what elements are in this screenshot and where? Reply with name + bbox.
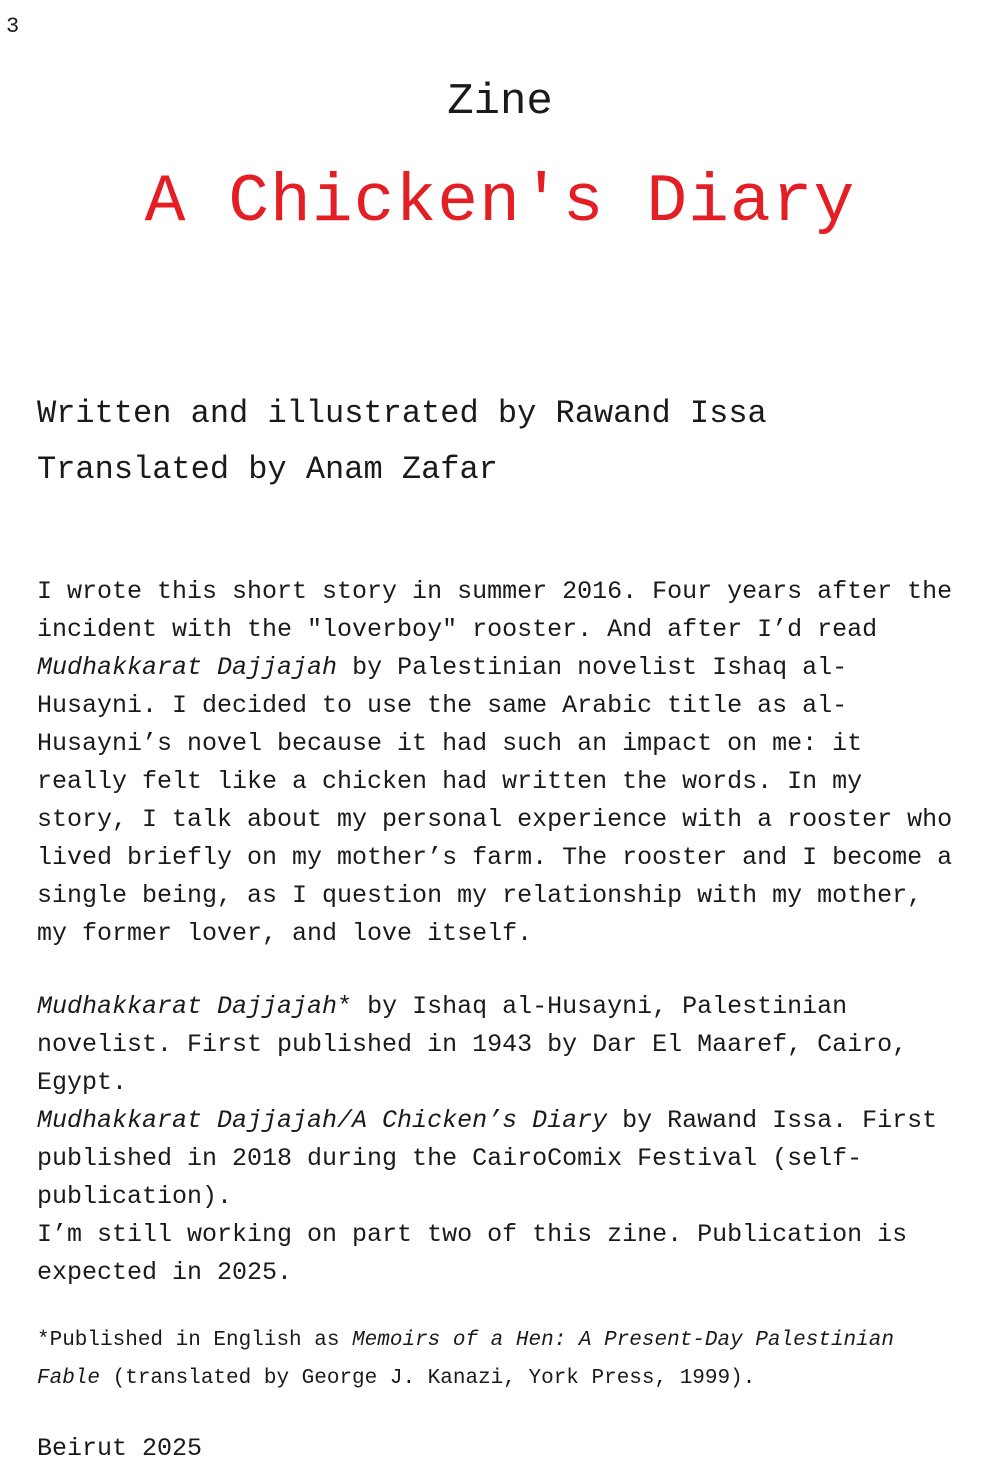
intro-text-part2: by Palestinian novelist Ishaq al-Husayni. I decided to use the same Arabic title as al-Husayni’s novel because it had such an impact on me: it really felt like a chicken had written the words. In my story, I talk about my personal experience with a rooster who lived briefly on my mother’s farm. The rooster and I become a single being, as I question my relationship with my mother, my former lover, and love itself.	[37, 653, 953, 948]
place-date: Beirut 2025	[37, 1434, 203, 1463]
publication-notes	[37, 988, 967, 1292]
intro-book-title: Mudhakkarat Dajjajah	[37, 653, 338, 682]
footnote-suffix: (translated by George J. Kanazi, York Press, 1999).	[100, 1367, 756, 1390]
page-number: 3	[6, 14, 20, 39]
footnote	[37, 1322, 967, 1398]
credits-block	[37, 386, 767, 498]
intro-paragraph	[37, 573, 967, 953]
note-part-two: I’m still working on part two of this zine. Publication is expected in 2025.	[37, 1220, 908, 1287]
note-zine-title: Mudhakkarat Dajjajah/A Chicken’s Diary	[37, 1106, 608, 1135]
page-title: A Chicken's Diary	[144, 164, 856, 241]
translator-credit: Translated by Anam Zafar	[37, 451, 498, 488]
note-original-novel	[37, 988, 967, 1102]
note-zine-text: by Rawand Issa. First published in 2018 during the CairoComix Festival (self-publication).	[37, 1106, 938, 1211]
note-original-novel-title: Mudhakkarat Dajjajah	[37, 992, 338, 1021]
note-original-novel-text: * by Ishaq al-Husayni, Palestinian novelist. First published in 1943 by Dar El Maaref, Cairo, Egypt.	[37, 992, 908, 1097]
note-zine	[37, 1102, 967, 1216]
author-credit: Written and illustrated by Rawand Issa	[37, 395, 767, 432]
footnote-title: Memoirs of a Hen: A Present-Day Palestinian Fable	[37, 1329, 894, 1390]
intro-text-part1: I wrote this short story in summer 2016. Four years after the incident with the "loverboy" rooster. And after I’d read	[37, 577, 953, 644]
zine-kicker: Zine	[447, 77, 553, 127]
footnote-prefix: *Published in English as	[37, 1329, 353, 1352]
